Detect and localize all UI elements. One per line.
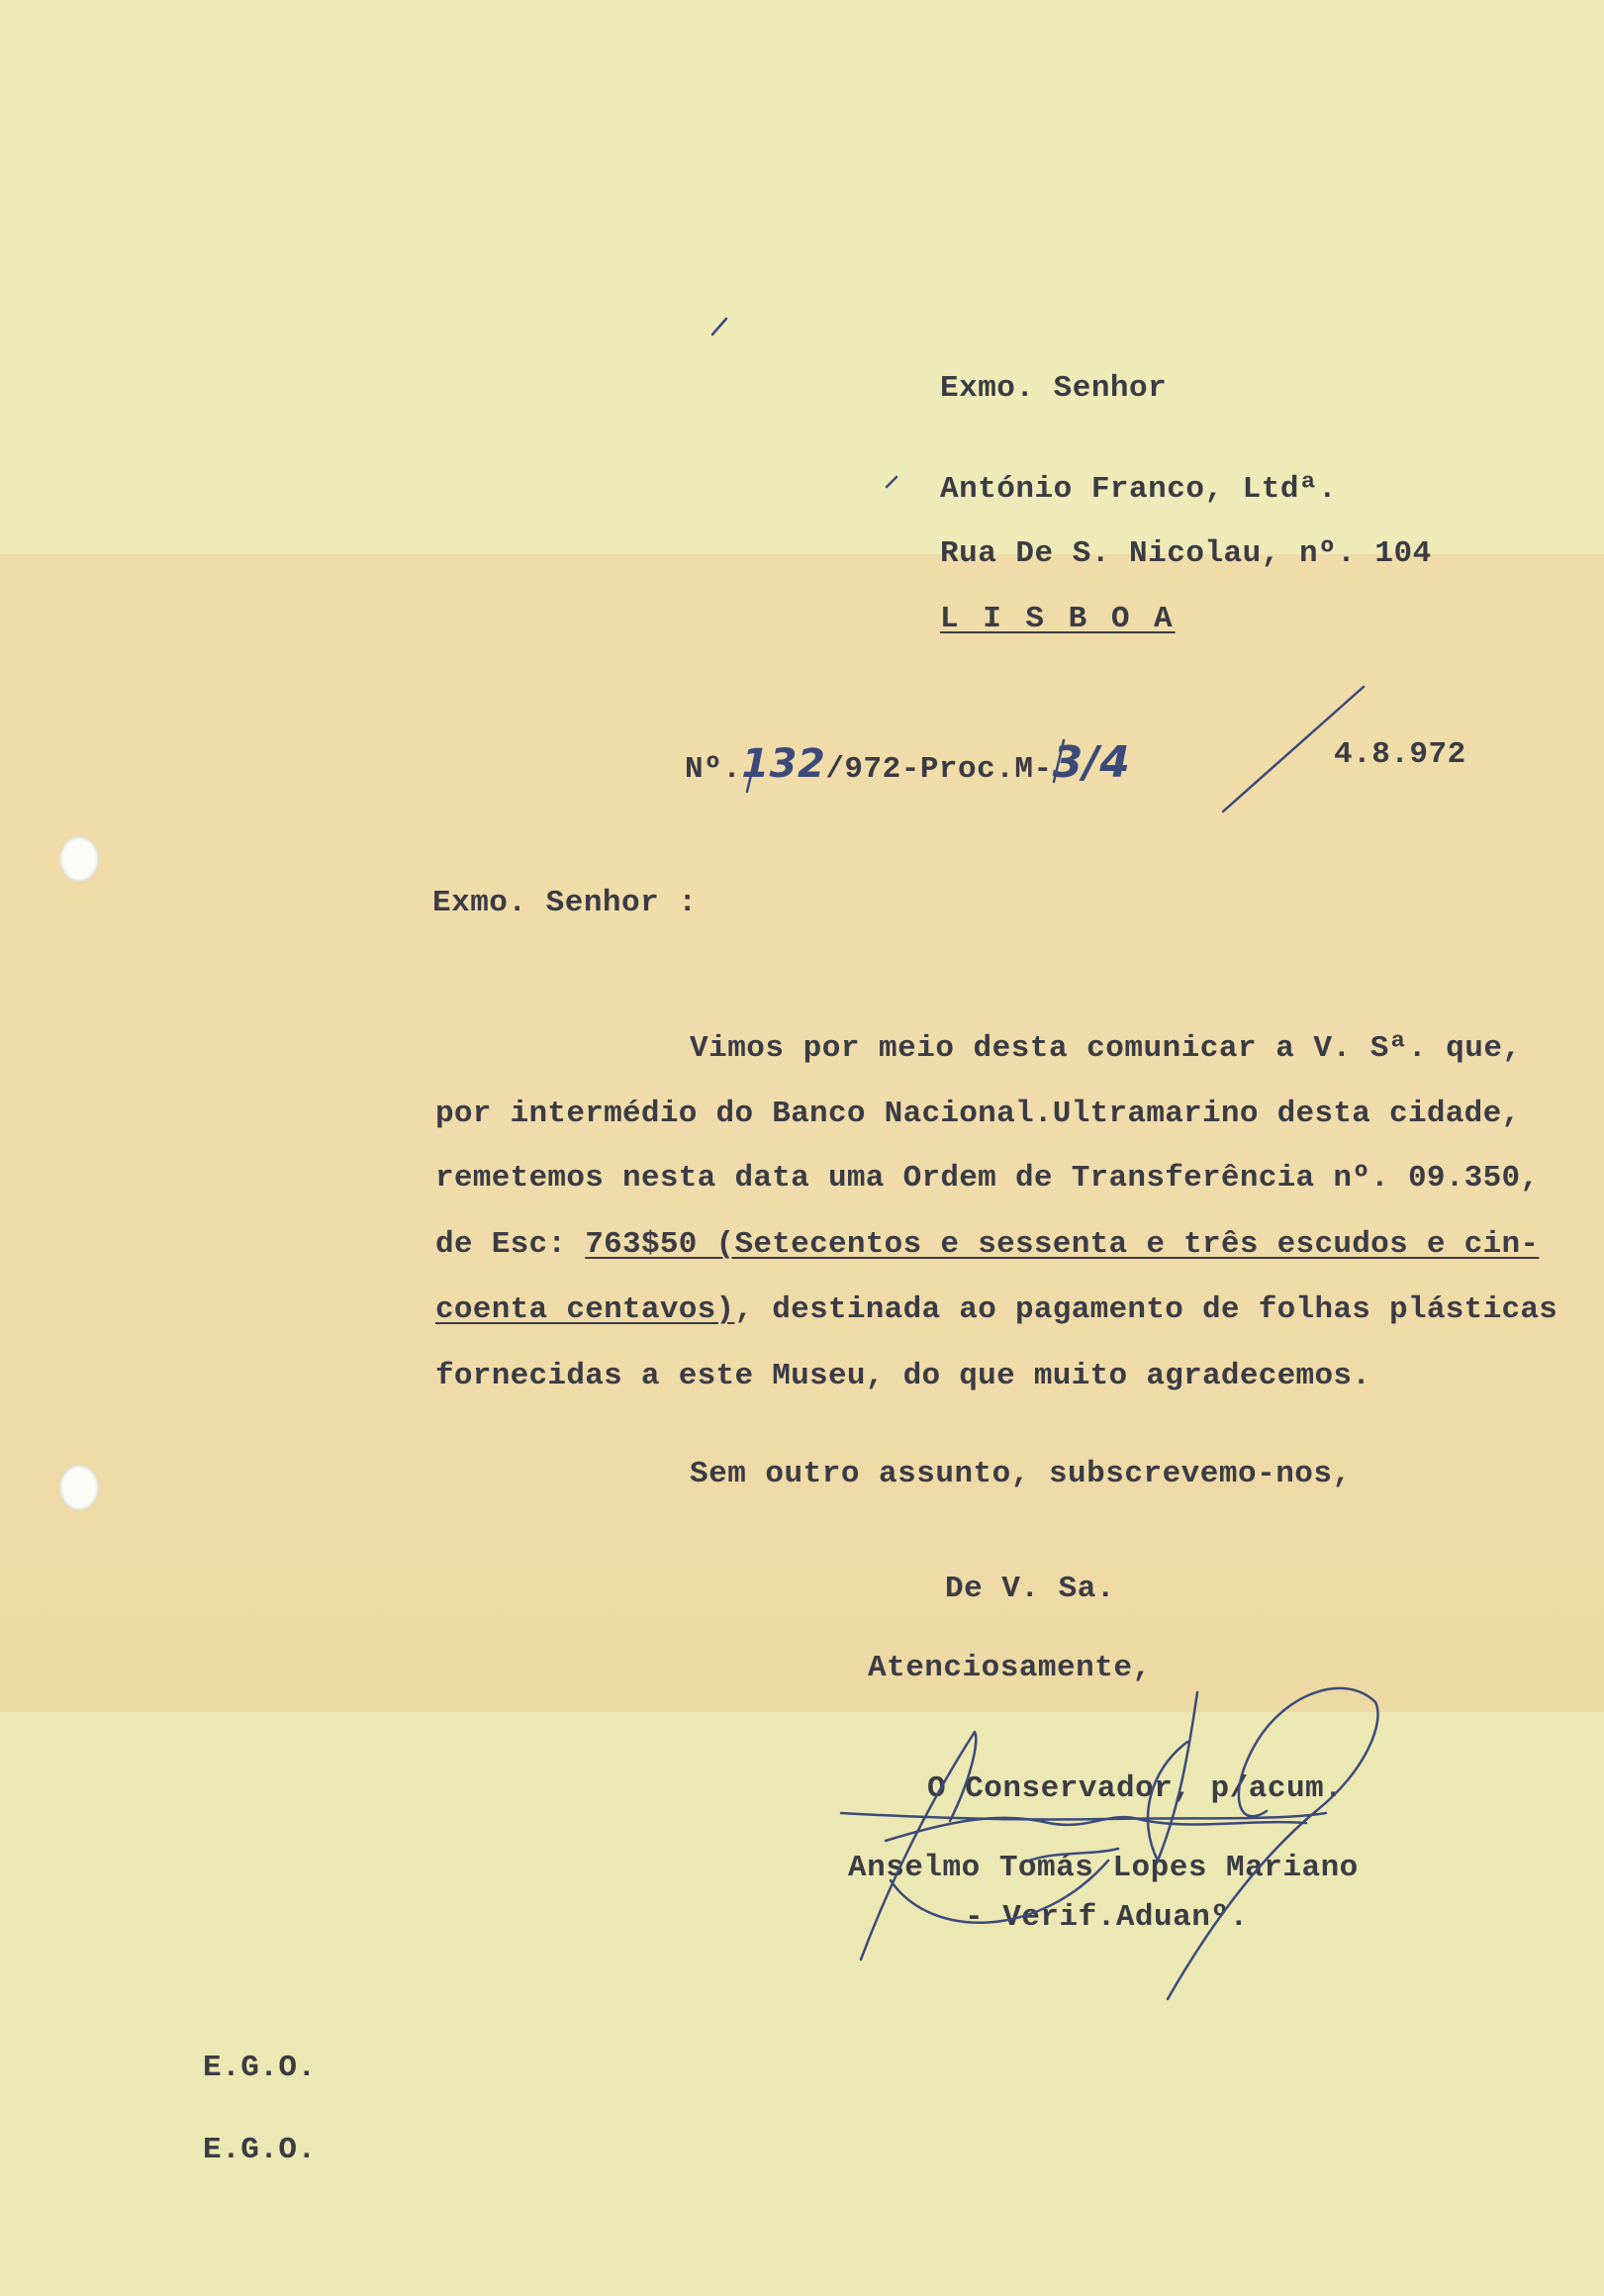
recipient-city: L I S B O A (940, 602, 1176, 636)
signature-role: - Verif.Aduanº. (965, 1900, 1249, 1935)
amount-underlined: 763$50 (Setecentos e sessenta e três escudos e cin- (585, 1227, 1540, 1262)
reference-number-handwritten: 132 (741, 741, 826, 787)
signature-stroke (1029, 1849, 1118, 1861)
letter-line: Vimos por meio desta comunicar a V. Sª. que, (690, 1031, 1522, 1066)
letter-line: por intermédio do Banco Nacional.Ultramarino desta cidade, (435, 1097, 1521, 1131)
signature-title: O Conservador, p/acum. (927, 1771, 1344, 1806)
reference-date: 4.8.972 (1334, 737, 1466, 772)
recipient-company: António Franco, Ltdª. (940, 472, 1338, 507)
signature-stroke (861, 1732, 976, 1960)
letter-greeting: Exmo. Senhor : (432, 886, 698, 920)
reference-process-handwritten: 3/4 (1052, 737, 1131, 788)
letter-line: remetemos nesta data uma Ordem de Transferência nº. 09.350, (435, 1161, 1540, 1196)
letter-de-vsa: De V. Sa. (945, 1572, 1115, 1606)
signature-name: Anselmo Tomás Lopes Mariano (848, 1851, 1359, 1885)
footer-code: E.G.O. (203, 2133, 317, 2167)
letter-closing: Sem outro assunto, subscrevemo-nos, (690, 1457, 1352, 1491)
pen-tick-mark (887, 477, 896, 487)
recipient-salutation: Exmo. Senhor (940, 371, 1168, 406)
signature-stroke (891, 1861, 1108, 1923)
date-slash-stroke (1223, 687, 1364, 812)
amount-underlined-continued: coenta centavos) (435, 1292, 735, 1327)
reference-middle: /972-Proc.M- (825, 752, 1053, 787)
reference-slash-stroke (747, 762, 754, 792)
letter-regards: Atenciosamente, (868, 1651, 1152, 1685)
reference-prefix: Nº. (685, 752, 742, 787)
pen-tick-mark (712, 319, 726, 335)
recipient-street: Rua De S. Nicolau, nº. 104 (940, 536, 1432, 571)
process-slash-stroke (1054, 740, 1064, 782)
amount-suffix: , destinada ao pagamento de folhas plásticas (734, 1292, 1558, 1327)
amount-prefix: de Esc: (435, 1227, 586, 1262)
signature-stroke (1148, 1692, 1197, 1861)
signature-stroke (886, 1817, 1306, 1841)
letter-line: fornecidas a este Museu, do que muito agradecemos. (435, 1359, 1371, 1393)
footer-code: E.G.O. (203, 2051, 317, 2085)
signature-stroke (1168, 1688, 1378, 1999)
